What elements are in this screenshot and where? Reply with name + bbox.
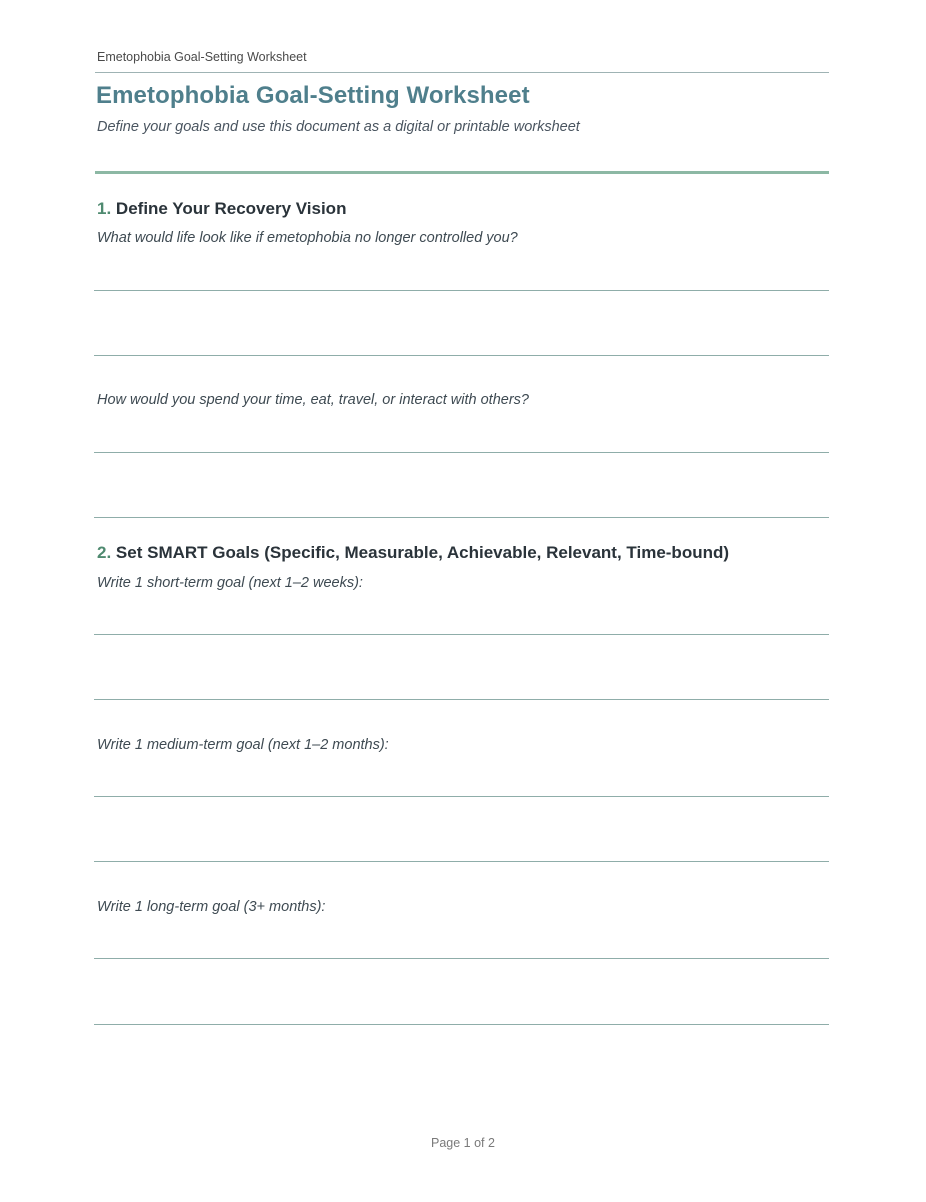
answer-line[interactable] [94, 1024, 829, 1025]
running-header: Emetophobia Goal-Setting Worksheet [97, 50, 307, 64]
prompt-short-term-goal: Write 1 short-term goal (next 1–2 weeks): [97, 575, 363, 591]
answer-line[interactable] [94, 861, 829, 862]
answer-line[interactable] [94, 452, 829, 453]
header-divider [95, 72, 829, 73]
answer-line[interactable] [94, 699, 829, 700]
prompt-recovery-vision: What would life look like if emetophobia no longer controlled you? [97, 230, 518, 246]
prompt-medium-term-goal: Write 1 medium-term goal (next 1–2 months): [97, 737, 389, 753]
answer-line[interactable] [94, 290, 829, 291]
answer-line[interactable] [94, 517, 829, 518]
section-1-title: Define Your Recovery Vision [115, 199, 347, 218]
prompt-daily-life: How would you spend your time, eat, travel, or interact with others? [97, 392, 529, 408]
answer-line[interactable] [94, 355, 829, 356]
section-1-heading [97, 199, 346, 219]
prompt-long-term-goal: Write 1 long-term goal (3+ months): [97, 899, 326, 915]
page-number: Page 1 of 2 [431, 1136, 495, 1150]
section-2-title: Set SMART Goals (Specific, Measurable, Achievable, Relevant, Time-bound) [115, 543, 730, 562]
section-2-number: 2. [97, 543, 112, 562]
answer-line[interactable] [94, 958, 829, 959]
section-2-heading [97, 543, 729, 563]
document-subtitle: Define your goals and use this document as a digital or printable worksheet [97, 119, 580, 135]
answer-line[interactable] [94, 634, 829, 635]
title-divider [95, 171, 829, 174]
answer-line[interactable] [94, 796, 829, 797]
section-1-number: 1. [97, 199, 112, 218]
document-title: Emetophobia Goal-Setting Worksheet [96, 82, 530, 109]
